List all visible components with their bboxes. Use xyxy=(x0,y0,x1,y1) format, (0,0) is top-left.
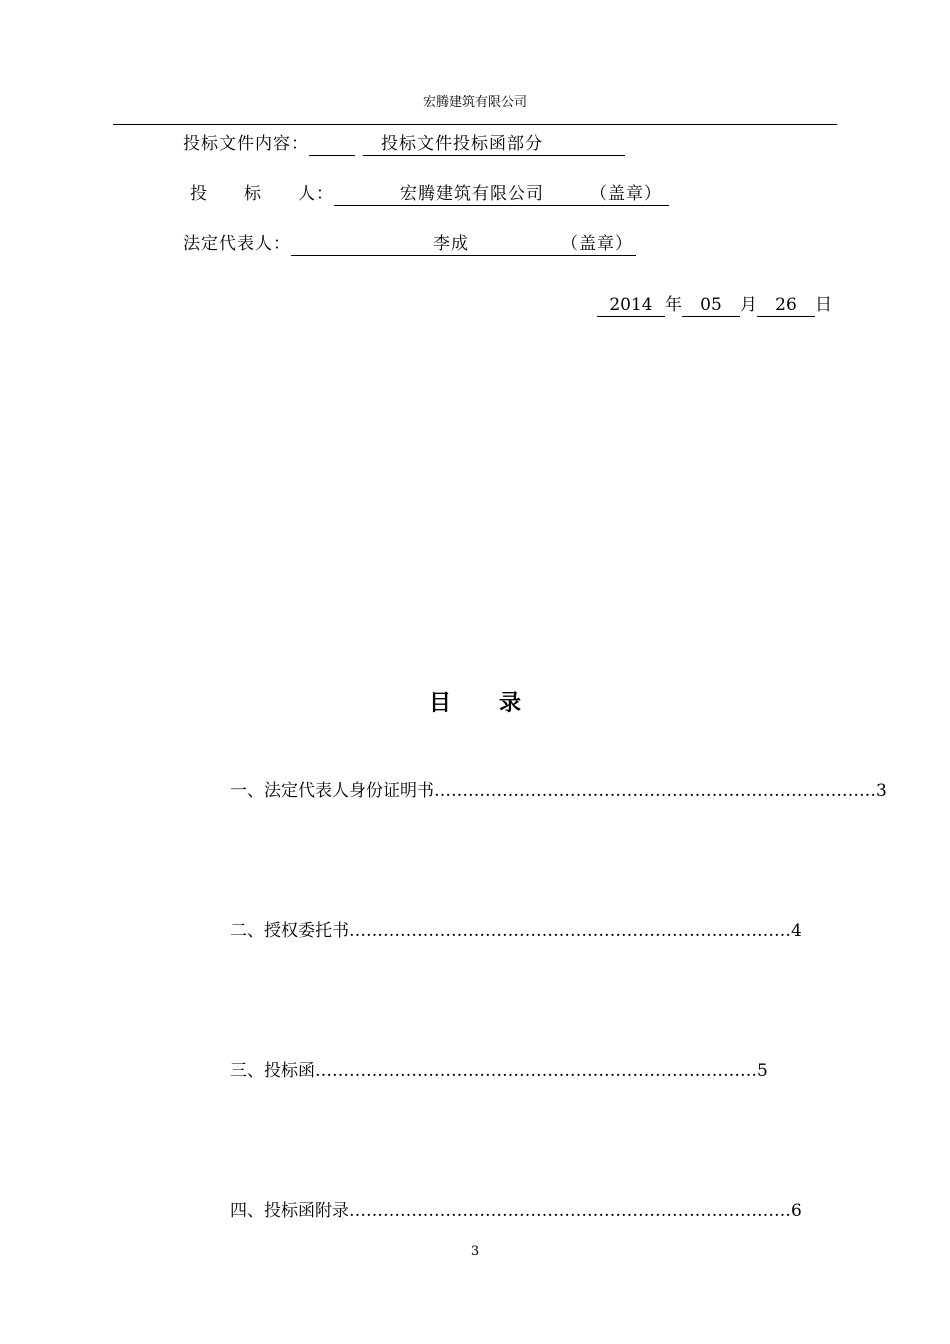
toc-item-label: 二、授权委托书 xyxy=(230,921,349,941)
toc-item-page: 6 xyxy=(791,1201,802,1221)
toc-item-page: 4 xyxy=(791,921,802,941)
content-field-row xyxy=(183,129,625,156)
toc-title-char-1: 目 xyxy=(428,691,451,716)
date-day: 26 xyxy=(757,296,815,317)
rep-value: 李成 xyxy=(433,234,469,254)
date-month: 05 xyxy=(682,296,740,317)
page-number: 3 xyxy=(470,1244,480,1259)
toc-leader-dots: …………………………………………………………………… xyxy=(315,1061,757,1081)
bidder-value: 宏腾建筑有限公司 xyxy=(400,184,544,204)
toc-leader-dots: …………………………………………………………………… xyxy=(349,1201,791,1221)
rep-label: 法定代表人： xyxy=(183,234,291,254)
header-divider xyxy=(113,124,837,125)
rep-field-row xyxy=(183,229,636,256)
bidder-field-row xyxy=(190,179,669,206)
rep-underline xyxy=(291,235,636,256)
date-day-unit: 日 xyxy=(815,295,832,315)
toc-item-page: 3 xyxy=(876,781,887,801)
date-year-unit: 年 xyxy=(665,295,682,315)
toc-title-char-2: 录 xyxy=(499,691,522,716)
toc-item[interactable] xyxy=(230,776,887,801)
header-company: 宏腾建筑有限公司 xyxy=(422,95,527,110)
rep-seal: （盖章） xyxy=(561,234,633,254)
bidder-label: 投 标 人： xyxy=(190,184,334,204)
toc-leader-dots: …………………………………………………………………… xyxy=(349,921,791,941)
toc-item[interactable] xyxy=(230,916,802,941)
bidder-underline xyxy=(334,185,669,206)
content-blank xyxy=(309,135,355,156)
toc-title xyxy=(0,686,950,717)
toc-item[interactable] xyxy=(230,1056,768,1081)
toc-item[interactable] xyxy=(230,1196,802,1221)
toc-item-label: 四、投标函附录 xyxy=(230,1201,349,1221)
toc-item-page: 5 xyxy=(757,1061,768,1081)
date-row xyxy=(597,290,832,317)
date-month-unit: 月 xyxy=(740,295,757,315)
toc-item-label: 一、法定代表人身份证明书 xyxy=(230,781,434,801)
content-value: 投标文件投标函部分 xyxy=(363,135,625,156)
date-year: 2014 xyxy=(597,296,665,317)
toc-item-label: 三、投标函 xyxy=(230,1061,315,1081)
bidder-seal: （盖章） xyxy=(590,184,662,204)
content-label: 投标文件内容： xyxy=(183,134,309,154)
toc-leader-dots: …………………………………………………………………… xyxy=(434,781,876,801)
